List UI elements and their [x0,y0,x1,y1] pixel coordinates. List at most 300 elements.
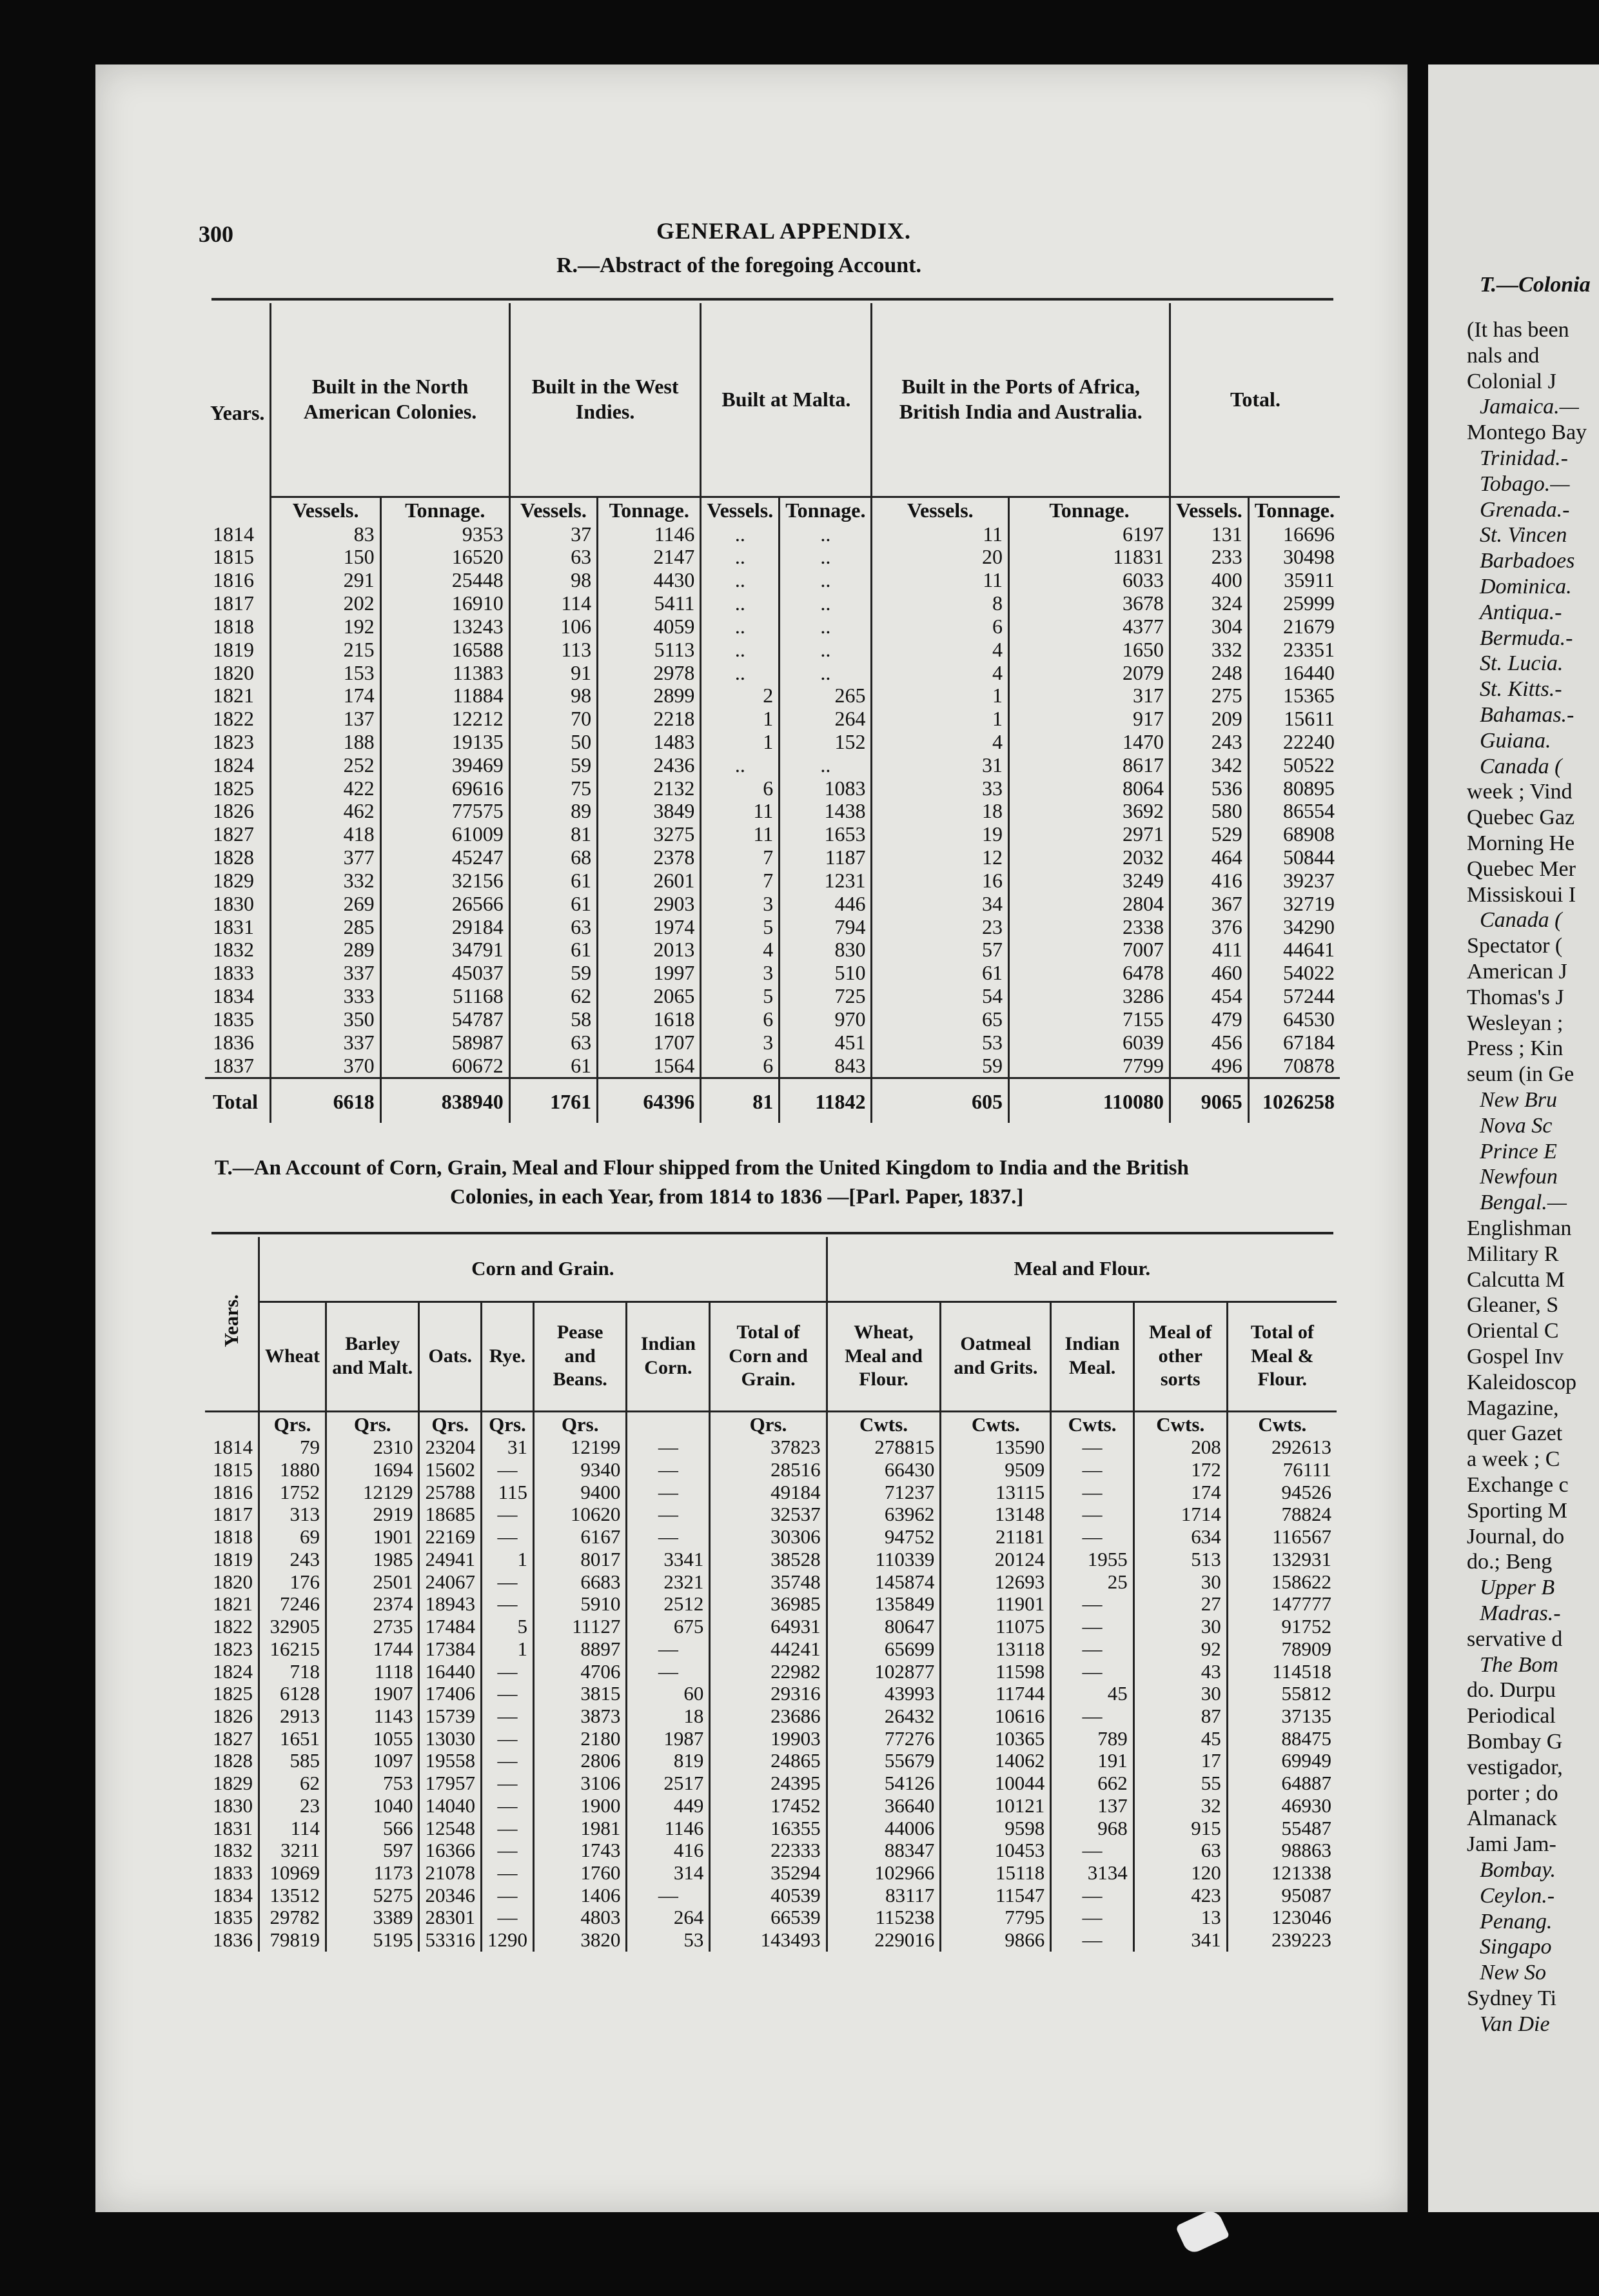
data-cell: — [481,1705,533,1728]
data-cell: 46930 [1227,1795,1337,1817]
table-row [205,1481,1337,1504]
unit-label: Qrs. [481,1411,533,1436]
data-cell: 1470 [1009,731,1170,754]
table-row [205,1054,1340,1078]
data-cell: 94526 [1227,1481,1337,1504]
sub-tonnage: Tonnage. [380,497,509,523]
unit-label: Cwts. [1051,1411,1134,1436]
data-cell: 1744 [326,1638,419,1661]
data-cell: 5 [701,985,780,1008]
data-cell: 13590 [941,1436,1051,1459]
data-cell: 1997 [598,962,701,985]
data-cell: 3678 [1009,592,1170,615]
data-cell: 15365 [1248,684,1340,708]
data-cell: 26566 [380,893,509,916]
data-cell: 2512 [627,1593,710,1616]
data-cell: 11 [701,823,780,846]
facing-page-line: Antiqua.- [1480,600,1562,624]
facing-page-line: Penang. [1480,1909,1553,1934]
data-cell: 50844 [1248,846,1340,869]
data-cell: 239223 [1227,1929,1337,1952]
data-cell: 8064 [1009,777,1170,800]
data-cell: 65699 [827,1638,941,1661]
year-cell: 1816 [213,1480,253,1503]
data-cell: 418 [271,823,380,846]
data-cell: 30306 [710,1526,827,1549]
data-cell: 3106 [533,1772,626,1795]
data-cell: — [627,1503,710,1526]
table-row [205,1683,1337,1705]
data-cell: 3249 [1009,869,1170,893]
data-cell: 19135 [380,731,509,754]
col-header: Wheat, Meal and Flour. [827,1301,941,1411]
data-cell: 102966 [827,1862,941,1885]
data-cell: — [481,1571,533,1594]
data-cell: 2079 [1009,662,1170,685]
data-cell: — [1051,1526,1134,1549]
data-cell: .. [701,638,780,662]
data-cell: 5 [481,1616,533,1638]
data-cell: 174 [271,684,380,708]
data-cell: 113 [509,638,597,662]
data-cell: 6 [701,1054,780,1078]
data-cell: 215 [271,638,380,662]
data-cell: 69616 [380,777,509,800]
data-cell: 794 [780,916,872,939]
data-cell: 40539 [710,1885,827,1907]
data-cell: 233 [1170,546,1248,569]
data-cell: — [1051,1885,1134,1907]
data-cell: 37823 [710,1436,827,1459]
data-cell: .. [701,754,780,777]
data-cell: 2501 [326,1571,419,1594]
data-cell: 252 [271,754,380,777]
year-cell: 1833 [213,961,254,985]
data-cell: 529 [1170,823,1248,846]
year-cell: 1835 [213,1007,254,1031]
data-cell: 454 [1170,985,1248,1008]
data-cell: 76111 [1227,1459,1337,1481]
data-cell: 229016 [827,1929,941,1952]
facing-page-line: Canada ( [1480,908,1562,933]
col-north-america: Built in the North American Colonies. [271,303,509,497]
data-cell: 3873 [533,1705,626,1728]
facing-page-line: Montego Bay [1467,421,1587,445]
data-cell: 29316 [710,1683,827,1705]
data-cell: 92 [1133,1638,1227,1661]
data-cell: 53 [872,1031,1009,1054]
table-row [205,1885,1337,1907]
data-cell: — [481,1839,533,1862]
table-row [205,1459,1337,1481]
data-cell: 17452 [710,1795,827,1817]
data-cell: — [481,1593,533,1616]
data-cell: 1760 [533,1862,626,1885]
data-cell: 58 [509,1008,597,1031]
data-cell: 147777 [1227,1593,1337,1616]
data-cell: 20124 [941,1549,1051,1571]
data-cell: 2436 [598,754,701,777]
data-cell: 17384 [419,1638,482,1661]
year-cell: 1819 [213,1547,253,1570]
data-cell: 16588 [380,638,509,662]
data-cell: — [481,1459,533,1481]
data-cell: 21679 [1248,615,1340,638]
data-cell: 8 [872,592,1009,615]
total-cell: 6618 [271,1078,380,1123]
data-cell: 27 [1133,1593,1227,1616]
data-cell: 64887 [1227,1772,1337,1795]
facing-page-line: Bombay G [1467,1730,1563,1754]
facing-page-line: Calcutta M [1467,1267,1565,1292]
data-cell: 12199 [533,1436,626,1459]
data-cell: 4059 [598,615,701,638]
total-cell: 9065 [1170,1078,1248,1123]
data-cell: 39237 [1248,869,1340,893]
data-cell: — [627,1885,710,1907]
data-cell: 6478 [1009,962,1170,985]
data-cell: 9340 [533,1459,626,1481]
data-cell: 32 [1133,1795,1227,1817]
unit-label: Cwts. [1133,1411,1227,1436]
data-cell: 7007 [1009,938,1170,962]
data-cell: 11 [872,569,1009,592]
data-cell: .. [701,592,780,615]
data-cell: 7155 [1009,1008,1170,1031]
data-cell: 243 [1170,731,1248,754]
data-cell: 11 [701,800,780,823]
table-row [205,731,1340,754]
data-cell: 55812 [1227,1683,1337,1705]
data-cell: 34791 [380,938,509,962]
data-cell: 70 [509,708,597,731]
data-cell: 135849 [827,1593,941,1616]
year-cell: 1834 [213,984,254,1008]
data-cell: 4 [872,638,1009,662]
data-cell: 11 [872,523,1009,546]
table-row [205,1593,1337,1616]
data-cell: 725 [780,985,872,1008]
data-cell: 23 [872,916,1009,939]
data-cell: 61 [872,962,1009,985]
data-cell: 536 [1170,777,1248,800]
data-cell: 10453 [941,1839,1051,1862]
facing-page-line: New So [1480,1961,1546,1985]
data-cell: 6683 [533,1571,626,1594]
data-cell: 3 [701,893,780,916]
table-row [205,1503,1337,1526]
data-cell: 19 [872,823,1009,846]
year-cell: 1829 [213,868,254,892]
table-row [205,1705,1337,1728]
data-cell: — [1051,1616,1134,1638]
data-cell: — [481,1661,533,1683]
total-row [205,1078,1340,1123]
data-cell: 21181 [941,1526,1051,1549]
data-cell: 2065 [598,985,701,1008]
data-cell: 38528 [710,1549,827,1571]
data-cell: 6033 [1009,569,1170,592]
facing-page-line: Sporting M [1467,1498,1567,1523]
data-cell: 57 [872,938,1009,962]
data-cell: 411 [1170,938,1248,962]
data-cell: — [627,1459,710,1481]
data-cell: 3134 [1051,1862,1134,1885]
data-cell: .. [780,523,872,546]
data-cell: 1173 [326,1862,419,1885]
data-cell: 350 [271,1008,380,1031]
year-cell: 1823 [213,1637,253,1660]
facing-page-line: Sydney Ti [1467,1986,1556,2010]
data-cell: .. [780,615,872,638]
data-cell: 12212 [380,708,509,731]
sub-vessels: Vessels. [1170,497,1248,523]
data-cell: 3275 [598,823,701,846]
data-cell: 10121 [941,1795,1051,1817]
data-cell: — [481,1772,533,1795]
group-corn-grain: Corn and Grain. [259,1237,827,1301]
total-cell: 1761 [509,1078,597,1123]
data-cell: — [481,1817,533,1840]
data-cell: 2180 [533,1728,626,1750]
data-cell: 21078 [419,1862,482,1885]
data-cell: 2374 [326,1593,419,1616]
year-cell: 1825 [213,776,254,800]
data-cell: 1 [701,731,780,754]
data-cell: 114 [509,592,597,615]
data-cell: 16440 [1248,662,1340,685]
data-cell: 1955 [1051,1549,1134,1571]
data-cell: 110339 [827,1549,941,1571]
facing-page-line: Grenada.- [1480,497,1570,522]
data-cell: 1 [872,684,1009,708]
data-cell: — [627,1638,710,1661]
data-cell: .. [780,569,872,592]
year-cell: 1837 [213,1053,254,1077]
col-malta: Built at Malta. [701,303,872,497]
data-cell: 24941 [419,1549,482,1571]
total-cell: 605 [872,1078,1009,1123]
data-cell: 77276 [827,1728,941,1750]
year-cell: 1817 [213,591,254,615]
data-cell: 2378 [598,846,701,869]
facing-page-line: Thomas's J [1467,985,1564,1009]
data-cell: 1974 [598,916,701,939]
data-cell: 2013 [598,938,701,962]
data-cell: 479 [1170,1008,1248,1031]
data-cell: 1187 [780,846,872,869]
year-cell: 1826 [213,1704,253,1727]
data-cell: 313 [259,1503,326,1526]
table-row [205,1795,1337,1817]
data-cell: 61 [509,869,597,893]
data-cell: 6 [872,615,1009,638]
data-cell: — [627,1661,710,1683]
data-cell: 39469 [380,754,509,777]
sub-vessels: Vessels. [701,497,780,523]
data-cell: 45037 [380,962,509,985]
data-cell: 32156 [380,869,509,893]
data-cell: — [481,1728,533,1750]
table-row [205,893,1340,916]
data-cell: 15118 [941,1862,1051,1885]
data-cell: 30498 [1248,546,1340,569]
year-cell: 1833 [213,1861,253,1884]
year-cell: 1817 [213,1503,253,1526]
data-cell: 87 [1133,1705,1227,1728]
facing-page-line: Dominica. [1480,575,1572,599]
year-cell: 1822 [213,1615,253,1638]
group-meal-flour: Meal and Flour. [827,1237,1337,1301]
data-cell: 970 [780,1008,872,1031]
data-cell: 35294 [710,1862,827,1885]
data-cell: 264 [627,1906,710,1929]
data-cell: 6 [701,777,780,800]
facing-page-line: week ; Vind [1467,780,1573,804]
data-cell: 3815 [533,1683,626,1705]
data-cell: 35748 [710,1571,827,1594]
data-cell: 123046 [1227,1906,1337,1929]
data-cell: 265 [780,684,872,708]
total-cell: 81 [701,1078,780,1123]
data-cell: 24395 [710,1772,827,1795]
sub-vessels: Vessels. [509,497,597,523]
facing-page-line: Exchange c [1467,1473,1569,1497]
data-cell: 10969 [259,1862,326,1885]
data-cell: .. [701,615,780,638]
data-cell: 20 [872,546,1009,569]
data-cell: 11901 [941,1593,1051,1616]
table-t [205,1237,1337,1952]
data-cell: 60 [627,1683,710,1705]
data-cell: 98 [509,569,597,592]
data-cell: 54126 [827,1772,941,1795]
year-cell: 1834 [213,1883,253,1906]
data-cell: 78824 [1227,1503,1337,1526]
data-cell: 24865 [710,1750,827,1772]
data-cell: 78909 [1227,1638,1337,1661]
data-cell: 3 [701,1031,780,1054]
data-cell: 1 [872,708,1009,731]
data-cell: 1 [701,708,780,731]
data-cell: 62 [509,985,597,1008]
year-cell: 1832 [213,938,254,962]
data-cell: 176 [259,1571,326,1594]
data-cell: 172 [1133,1459,1227,1481]
data-cell: 61009 [380,823,509,846]
data-cell: 462 [271,800,380,823]
data-cell: 158622 [1227,1571,1337,1594]
data-cell: 585 [259,1750,326,1772]
col-header: Oats. [419,1301,482,1411]
table-r [205,303,1340,1123]
data-cell: 1743 [533,1839,626,1862]
data-cell: 2147 [598,546,701,569]
data-cell: 11598 [941,1661,1051,1683]
data-cell: 57244 [1248,985,1340,1008]
data-cell: 17 [1133,1750,1227,1772]
year-cell: 1831 [213,915,254,938]
year-cell: 1819 [213,637,254,661]
data-cell: — [1051,1481,1134,1504]
data-cell: — [481,1683,533,1705]
unit-label [627,1411,710,1436]
col-header: Rye. [481,1301,533,1411]
data-cell: 13118 [941,1638,1051,1661]
col-header: Oatmeal and Grits. [941,1301,1051,1411]
data-cell: 22333 [710,1839,827,1862]
data-cell: 31 [872,754,1009,777]
data-cell: 2804 [1009,893,1170,916]
year-cell: 1824 [213,753,254,777]
data-cell: 68908 [1248,823,1340,846]
data-cell: 7246 [259,1593,326,1616]
data-cell: 77575 [380,800,509,823]
data-cell: 1650 [1009,638,1170,662]
data-cell: 10620 [533,1503,626,1526]
data-cell: 43 [1133,1661,1227,1683]
facing-page-line: do. Durpu [1467,1678,1556,1703]
year-cell: 1831 [213,1816,253,1839]
facing-page-line: Bahamas.- [1480,703,1574,727]
col-header: Indian Corn. [627,1301,710,1411]
data-cell: 152 [780,731,872,754]
table-row [205,1906,1337,1929]
year-cell: 1836 [213,1030,254,1054]
data-cell: 88347 [827,1839,941,1862]
unit-label: Cwts. [827,1411,941,1436]
data-cell: 35911 [1248,569,1340,592]
data-cell: 5275 [326,1885,419,1907]
facing-page-line: (It has been [1467,318,1569,342]
data-cell: 1907 [326,1683,419,1705]
data-cell: 377 [271,846,380,869]
data-cell: — [481,1906,533,1929]
data-cell: 37 [509,523,597,546]
data-cell: 51168 [380,985,509,1008]
data-cell: 456 [1170,1031,1248,1054]
data-cell: 174 [1133,1481,1227,1504]
data-cell: 2132 [598,777,701,800]
data-cell: 1651 [259,1728,326,1750]
data-cell: 423 [1133,1885,1227,1907]
data-cell: 2978 [598,662,701,685]
table-row [205,1728,1337,1750]
facing-page-line: Spectator ( [1467,934,1563,958]
data-cell: 6039 [1009,1031,1170,1054]
facing-page-line: Press ; Kin [1467,1036,1564,1061]
facing-page-line: Trinidad.- [1480,446,1568,470]
year-cell: 1820 [213,1570,253,1593]
data-cell: 9509 [941,1459,1051,1481]
data-cell: 63 [509,916,597,939]
col-header: Pease and Beans. [533,1301,626,1411]
data-cell: 11127 [533,1616,626,1638]
data-cell: 7 [701,846,780,869]
data-cell: 63 [1133,1839,1227,1862]
data-cell: 98 [509,684,597,708]
data-cell: 16440 [419,1661,482,1683]
unit-label: Qrs. [533,1411,626,1436]
data-cell: 208 [1133,1436,1227,1459]
total-cell: 838940 [380,1078,509,1123]
facing-page-line: Quebec Mer [1467,856,1576,881]
data-cell: .. [780,546,872,569]
data-cell: 12548 [419,1817,482,1840]
data-cell: 106 [509,615,597,638]
data-cell: 191 [1051,1750,1134,1772]
data-cell: 416 [627,1839,710,1862]
